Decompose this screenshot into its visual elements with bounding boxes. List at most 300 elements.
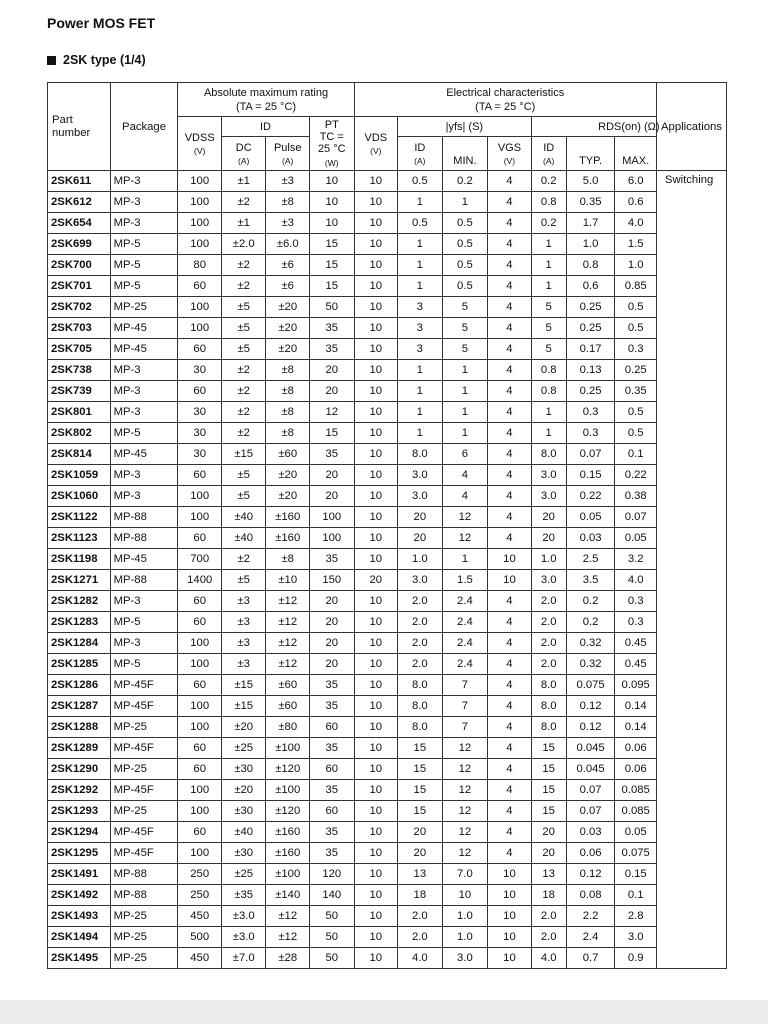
cell-part-number: 2SK1491 bbox=[48, 864, 111, 885]
cell-rds-max: 0.45 bbox=[615, 654, 656, 675]
table-row bbox=[48, 213, 727, 234]
cell-rds-id: 2.0 bbox=[531, 927, 566, 948]
cell-yfs-min: 0.5 bbox=[442, 276, 488, 297]
cell-rds-max: 0.5 bbox=[615, 402, 656, 423]
cell-yfs-id: 8.0 bbox=[398, 675, 443, 696]
cell-rds-id: 4.0 bbox=[531, 948, 566, 969]
cell-id-pulse: ±12 bbox=[266, 927, 309, 948]
cell-rds-typ: 0.2 bbox=[566, 591, 615, 612]
cell-vdss: 100 bbox=[178, 696, 221, 717]
header-electrical bbox=[354, 83, 656, 117]
cell-rds-max: 0.085 bbox=[615, 780, 656, 801]
cell-rds-typ: 1.0 bbox=[566, 234, 615, 255]
cell-vds: 10 bbox=[354, 528, 397, 549]
header-vgs bbox=[488, 137, 531, 171]
cell-vds: 10 bbox=[354, 633, 397, 654]
cell-yfs-id: 0.5 bbox=[398, 171, 443, 192]
cell-yfs-id: 1 bbox=[398, 381, 443, 402]
cell-pt: 10 bbox=[309, 192, 354, 213]
header-vds bbox=[354, 117, 397, 171]
cell-vds: 10 bbox=[354, 213, 397, 234]
cell-rds-id: 0.2 bbox=[531, 171, 566, 192]
cell-vds: 10 bbox=[354, 318, 397, 339]
cell-rds-id: 3.0 bbox=[531, 570, 566, 591]
cell-yfs-min: 12 bbox=[442, 738, 488, 759]
cell-id-pulse: ±120 bbox=[266, 759, 309, 780]
cell-rds-typ: 0.6 bbox=[566, 276, 615, 297]
cell-id-pulse: ±6 bbox=[266, 255, 309, 276]
cell-package: MP-45 bbox=[110, 444, 178, 465]
cell-package: MP-5 bbox=[110, 255, 178, 276]
cell-package: MP-3 bbox=[110, 402, 178, 423]
cell-vgs: 10 bbox=[488, 906, 531, 927]
cell-id-pulse: ±3 bbox=[266, 171, 309, 192]
header-max: MAX. bbox=[615, 137, 656, 171]
cell-rds-max: 0.14 bbox=[615, 696, 656, 717]
cell-id-dc: ±25 bbox=[221, 738, 266, 759]
header-id3-unit: (A) bbox=[543, 155, 555, 166]
cell-part-number: 2SK814 bbox=[48, 444, 111, 465]
cell-rds-max: 0.1 bbox=[615, 444, 656, 465]
page-title: Power MOS FET bbox=[47, 15, 156, 31]
header-typ: TYP. bbox=[566, 137, 615, 171]
cell-rds-id: 5 bbox=[531, 318, 566, 339]
cell-yfs-id: 1 bbox=[398, 360, 443, 381]
table-row bbox=[48, 948, 727, 969]
cell-pt: 20 bbox=[309, 486, 354, 507]
cell-id-dc: ±20 bbox=[221, 717, 266, 738]
cell-vgs: 4 bbox=[488, 528, 531, 549]
cell-vgs: 4 bbox=[488, 213, 531, 234]
cell-vgs: 4 bbox=[488, 171, 531, 192]
cell-yfs-id: 2.0 bbox=[398, 927, 443, 948]
cell-rds-id: 0.8 bbox=[531, 381, 566, 402]
cell-package: MP-45F bbox=[110, 738, 178, 759]
cell-vgs: 4 bbox=[488, 843, 531, 864]
cell-pt: 140 bbox=[309, 885, 354, 906]
cell-vgs: 4 bbox=[488, 654, 531, 675]
cell-yfs-id: 8.0 bbox=[398, 717, 443, 738]
cell-pt: 20 bbox=[309, 654, 354, 675]
cell-part-number: 2SK700 bbox=[48, 255, 111, 276]
table-row bbox=[48, 402, 727, 423]
cell-id-dc: ±40 bbox=[221, 507, 266, 528]
cell-id-pulse: ±8 bbox=[266, 549, 309, 570]
cell-rds-typ: 2.4 bbox=[566, 927, 615, 948]
cell-pt: 60 bbox=[309, 759, 354, 780]
cell-id-pulse: ±20 bbox=[266, 318, 309, 339]
cell-rds-max: 0.075 bbox=[615, 843, 656, 864]
cell-id-dc: ±5 bbox=[221, 465, 266, 486]
cell-id-pulse: ±140 bbox=[266, 885, 309, 906]
cell-vds: 10 bbox=[354, 486, 397, 507]
cell-vds: 10 bbox=[354, 297, 397, 318]
cell-vgs: 4 bbox=[488, 360, 531, 381]
cell-part-number: 2SK1283 bbox=[48, 612, 111, 633]
cell-rds-id: 20 bbox=[531, 843, 566, 864]
cell-id-dc: ±2 bbox=[221, 360, 266, 381]
cell-yfs-id: 3.0 bbox=[398, 486, 443, 507]
cell-id-pulse: ±8 bbox=[266, 192, 309, 213]
cell-id-pulse: ±20 bbox=[266, 297, 309, 318]
cell-id-pulse: ±160 bbox=[266, 528, 309, 549]
cell-package: MP-3 bbox=[110, 486, 178, 507]
cell-rds-max: 0.5 bbox=[615, 423, 656, 444]
cell-yfs-min: 2.4 bbox=[442, 612, 488, 633]
cell-rds-id: 2.0 bbox=[531, 654, 566, 675]
header-vds-unit: (V) bbox=[370, 145, 382, 156]
cell-id-pulse: ±80 bbox=[266, 717, 309, 738]
cell-vgs: 4 bbox=[488, 717, 531, 738]
cell-rds-id: 1 bbox=[531, 276, 566, 297]
cell-rds-typ: 0.13 bbox=[566, 360, 615, 381]
cell-yfs-min: 4 bbox=[442, 465, 488, 486]
header-dc-label: DC bbox=[235, 141, 252, 154]
cell-package: MP-25 bbox=[110, 717, 178, 738]
header-vdss bbox=[178, 117, 221, 171]
cell-part-number: 2SK612 bbox=[48, 192, 111, 213]
cell-id-dc: ±15 bbox=[221, 444, 266, 465]
cell-yfs-min: 5 bbox=[442, 297, 488, 318]
cell-yfs-id: 2.0 bbox=[398, 633, 443, 654]
cell-rds-typ: 0.32 bbox=[566, 654, 615, 675]
cell-id-dc: ±3.0 bbox=[221, 927, 266, 948]
cell-id-dc: ±30 bbox=[221, 843, 266, 864]
cell-rds-typ: 0.3 bbox=[566, 402, 615, 423]
cell-part-number: 2SK738 bbox=[48, 360, 111, 381]
cell-part-number: 2SK1493 bbox=[48, 906, 111, 927]
cell-yfs-id: 8.0 bbox=[398, 696, 443, 717]
cell-package: MP-45 bbox=[110, 549, 178, 570]
cell-id-pulse: ±28 bbox=[266, 948, 309, 969]
header-vgs-unit: (V) bbox=[503, 155, 516, 166]
cell-id-dc: ±2 bbox=[221, 381, 266, 402]
cell-pt: 15 bbox=[309, 234, 354, 255]
cell-yfs-min: 1 bbox=[442, 423, 488, 444]
cell-part-number: 2SK1285 bbox=[48, 654, 111, 675]
cell-vgs: 4 bbox=[488, 801, 531, 822]
cell-id-dc: ±2 bbox=[221, 402, 266, 423]
cell-package: MP-88 bbox=[110, 528, 178, 549]
cell-yfs-min: 0.5 bbox=[442, 213, 488, 234]
cell-rds-typ: 0.32 bbox=[566, 633, 615, 654]
table-row bbox=[48, 360, 727, 381]
cell-part-number: 2SK801 bbox=[48, 402, 111, 423]
cell-vds: 10 bbox=[354, 444, 397, 465]
cell-vgs: 4 bbox=[488, 486, 531, 507]
cell-id-pulse: ±160 bbox=[266, 843, 309, 864]
table-row bbox=[48, 570, 727, 591]
table-row bbox=[48, 591, 727, 612]
cell-yfs-id: 3.0 bbox=[398, 465, 443, 486]
cell-vds: 10 bbox=[354, 927, 397, 948]
cell-part-number: 2SK802 bbox=[48, 423, 111, 444]
header-pt bbox=[309, 117, 354, 171]
cell-rds-max: 0.095 bbox=[615, 675, 656, 696]
cell-yfs-min: 1 bbox=[442, 381, 488, 402]
cell-id-pulse: ±12 bbox=[266, 633, 309, 654]
cell-vdss: 100 bbox=[178, 171, 221, 192]
cell-pt: 60 bbox=[309, 801, 354, 822]
cell-vds: 10 bbox=[354, 864, 397, 885]
cell-rds-id: 2.0 bbox=[531, 612, 566, 633]
cell-yfs-id: 2.0 bbox=[398, 906, 443, 927]
cell-vdss: 100 bbox=[178, 234, 221, 255]
table-body bbox=[48, 171, 727, 969]
cell-id-pulse: ±3 bbox=[266, 213, 309, 234]
cell-rds-id: 2.0 bbox=[531, 633, 566, 654]
cell-yfs-min: 12 bbox=[442, 822, 488, 843]
header-tc-value: 25 °C bbox=[317, 142, 346, 155]
cell-package: MP-3 bbox=[110, 213, 178, 234]
cell-pt: 35 bbox=[309, 843, 354, 864]
cell-id-pulse: ±100 bbox=[266, 780, 309, 801]
cell-package: MP-45 bbox=[110, 339, 178, 360]
cell-id-pulse: ±6.0 bbox=[266, 234, 309, 255]
cell-rds-typ: 0.07 bbox=[566, 801, 615, 822]
cell-vds: 10 bbox=[354, 696, 397, 717]
cell-id-dc: ±40 bbox=[221, 822, 266, 843]
cell-vdss: 60 bbox=[178, 528, 221, 549]
cell-vdss: 30 bbox=[178, 360, 221, 381]
cell-id-dc: ±20 bbox=[221, 780, 266, 801]
table-row bbox=[48, 192, 727, 213]
cell-id-pulse: ±160 bbox=[266, 507, 309, 528]
cell-id-dc: ±25 bbox=[221, 864, 266, 885]
cell-package: MP-5 bbox=[110, 654, 178, 675]
cell-rds-typ: 0.12 bbox=[566, 717, 615, 738]
cell-vds: 10 bbox=[354, 423, 397, 444]
cell-package: MP-3 bbox=[110, 465, 178, 486]
cell-vgs: 4 bbox=[488, 591, 531, 612]
cell-vdss: 100 bbox=[178, 654, 221, 675]
cell-part-number: 2SK1290 bbox=[48, 759, 111, 780]
cell-yfs-id: 2.0 bbox=[398, 654, 443, 675]
cell-id-pulse: ±120 bbox=[266, 801, 309, 822]
cell-vdss: 30 bbox=[178, 402, 221, 423]
cell-rds-id: 15 bbox=[531, 780, 566, 801]
cell-yfs-min: 7 bbox=[442, 675, 488, 696]
cell-vds: 10 bbox=[354, 402, 397, 423]
cell-yfs-id: 1 bbox=[398, 255, 443, 276]
cell-yfs-min: 1 bbox=[442, 402, 488, 423]
cell-vds: 10 bbox=[354, 549, 397, 570]
cell-id-dc: ±40 bbox=[221, 528, 266, 549]
cell-rds-id: 20 bbox=[531, 822, 566, 843]
cell-yfs-id: 1 bbox=[398, 402, 443, 423]
cell-yfs-min: 10 bbox=[442, 885, 488, 906]
cell-vgs: 4 bbox=[488, 738, 531, 759]
cell-vdss: 60 bbox=[178, 465, 221, 486]
cell-rds-typ: 3.5 bbox=[566, 570, 615, 591]
cell-rds-typ: 0.03 bbox=[566, 822, 615, 843]
cell-pt: 20 bbox=[309, 633, 354, 654]
cell-rds-max: 0.15 bbox=[615, 864, 656, 885]
cell-id-dc: ±3 bbox=[221, 654, 266, 675]
cell-pt: 35 bbox=[309, 738, 354, 759]
cell-yfs-id: 1 bbox=[398, 234, 443, 255]
cell-rds-max: 1.0 bbox=[615, 255, 656, 276]
cell-id-pulse: ±8 bbox=[266, 423, 309, 444]
table-row bbox=[48, 906, 727, 927]
cell-part-number: 2SK1293 bbox=[48, 801, 111, 822]
cell-yfs-min: 4 bbox=[442, 486, 488, 507]
cell-vds: 10 bbox=[354, 885, 397, 906]
cell-vds: 10 bbox=[354, 276, 397, 297]
cell-vgs: 4 bbox=[488, 339, 531, 360]
cell-pt: 35 bbox=[309, 675, 354, 696]
cell-rds-max: 0.38 bbox=[615, 486, 656, 507]
cell-package: MP-3 bbox=[110, 171, 178, 192]
cell-pt: 50 bbox=[309, 927, 354, 948]
cell-vdss: 60 bbox=[178, 381, 221, 402]
cell-yfs-min: 2.4 bbox=[442, 654, 488, 675]
cell-vdss: 100 bbox=[178, 318, 221, 339]
cell-id-dc: ±5 bbox=[221, 297, 266, 318]
cell-id-dc: ±5 bbox=[221, 486, 266, 507]
cell-id-pulse: ±10 bbox=[266, 570, 309, 591]
cell-rds-max: 0.1 bbox=[615, 885, 656, 906]
cell-vds: 10 bbox=[354, 759, 397, 780]
cell-pt: 100 bbox=[309, 528, 354, 549]
cell-vdss: 700 bbox=[178, 549, 221, 570]
cell-package: MP-3 bbox=[110, 633, 178, 654]
cell-id-pulse: ±12 bbox=[266, 654, 309, 675]
cell-rds-id: 20 bbox=[531, 528, 566, 549]
cell-vdss: 450 bbox=[178, 906, 221, 927]
table-row bbox=[48, 675, 727, 696]
cell-rds-id: 20 bbox=[531, 507, 566, 528]
header-electrical-title: Electrical characteristics bbox=[446, 86, 565, 99]
cell-rds-id: 2.0 bbox=[531, 591, 566, 612]
cell-part-number: 2SK702 bbox=[48, 297, 111, 318]
cell-pt: 12 bbox=[309, 402, 354, 423]
header-pulse-unit: (A) bbox=[282, 155, 294, 166]
cell-vdss: 100 bbox=[178, 297, 221, 318]
cell-rds-max: 4.0 bbox=[615, 570, 656, 591]
cell-rds-max: 0.05 bbox=[615, 528, 656, 549]
cell-rds-typ: 0.03 bbox=[566, 528, 615, 549]
cell-yfs-id: 18 bbox=[398, 885, 443, 906]
cell-vgs: 4 bbox=[488, 318, 531, 339]
cell-rds-max: 0.3 bbox=[615, 612, 656, 633]
cell-id-pulse: ±8 bbox=[266, 360, 309, 381]
cell-pt: 20 bbox=[309, 465, 354, 486]
cell-pt: 50 bbox=[309, 297, 354, 318]
cell-rds-typ: 0.045 bbox=[566, 738, 615, 759]
cell-vdss: 500 bbox=[178, 927, 221, 948]
cell-package: MP-88 bbox=[110, 864, 178, 885]
cell-rds-id: 3.0 bbox=[531, 486, 566, 507]
header-abs-max bbox=[178, 83, 354, 117]
cell-package: MP-25 bbox=[110, 297, 178, 318]
cell-vdss: 100 bbox=[178, 633, 221, 654]
cell-id-pulse: ±6 bbox=[266, 276, 309, 297]
cell-pt: 35 bbox=[309, 318, 354, 339]
cell-pt: 10 bbox=[309, 171, 354, 192]
cell-rds-typ: 0.25 bbox=[566, 318, 615, 339]
cell-rds-typ: 0.25 bbox=[566, 381, 615, 402]
cell-package: MP-88 bbox=[110, 507, 178, 528]
cell-vds: 10 bbox=[354, 381, 397, 402]
header-abs-max-title: Absolute maximum rating bbox=[203, 86, 329, 99]
cell-part-number: 2SK1492 bbox=[48, 885, 111, 906]
cell-vds: 10 bbox=[354, 738, 397, 759]
table-row bbox=[48, 780, 727, 801]
cell-rds-max: 0.9 bbox=[615, 948, 656, 969]
cell-package: MP-25 bbox=[110, 927, 178, 948]
table-row bbox=[48, 696, 727, 717]
cell-id-dc: ±3 bbox=[221, 612, 266, 633]
cell-yfs-id: 1 bbox=[398, 192, 443, 213]
cell-pt: 35 bbox=[309, 780, 354, 801]
cell-rds-max: 1.5 bbox=[615, 234, 656, 255]
cell-vds: 10 bbox=[354, 360, 397, 381]
cell-package: MP-25 bbox=[110, 906, 178, 927]
header-id2-label: ID bbox=[414, 141, 426, 154]
cell-pt: 20 bbox=[309, 381, 354, 402]
cell-rds-max: 0.45 bbox=[615, 633, 656, 654]
cell-part-number: 2SK1271 bbox=[48, 570, 111, 591]
cell-vds: 20 bbox=[354, 570, 397, 591]
cell-vdss: 250 bbox=[178, 885, 221, 906]
cell-id-pulse: ±12 bbox=[266, 591, 309, 612]
header-tc-label: TC = bbox=[319, 130, 344, 143]
header-id2 bbox=[398, 137, 443, 171]
cell-rds-max: 0.06 bbox=[615, 759, 656, 780]
cell-vgs: 10 bbox=[488, 885, 531, 906]
cell-rds-max: 0.85 bbox=[615, 276, 656, 297]
cell-id-dc: ±3 bbox=[221, 591, 266, 612]
cell-rds-typ: 2.5 bbox=[566, 549, 615, 570]
cell-pt: 15 bbox=[309, 255, 354, 276]
cell-rds-max: 0.25 bbox=[615, 360, 656, 381]
cell-rds-id: 8.0 bbox=[531, 717, 566, 738]
cell-yfs-min: 1.5 bbox=[442, 570, 488, 591]
cell-yfs-min: 5 bbox=[442, 318, 488, 339]
table-row bbox=[48, 528, 727, 549]
header-pt-label: PT bbox=[324, 118, 339, 131]
cell-rds-id: 15 bbox=[531, 759, 566, 780]
header-abs-max-cond: (TA = 25 °C) bbox=[235, 100, 297, 113]
cell-yfs-min: 12 bbox=[442, 507, 488, 528]
cell-rds-max: 0.05 bbox=[615, 822, 656, 843]
table-row bbox=[48, 612, 727, 633]
cell-rds-max: 0.07 bbox=[615, 507, 656, 528]
cell-vgs: 4 bbox=[488, 255, 531, 276]
cell-rds-id: 1 bbox=[531, 402, 566, 423]
cell-rds-id: 1 bbox=[531, 234, 566, 255]
cell-vdss: 60 bbox=[178, 612, 221, 633]
cell-part-number: 2SK1495 bbox=[48, 948, 111, 969]
cell-vds: 10 bbox=[354, 339, 397, 360]
cell-rds-max: 0.22 bbox=[615, 465, 656, 486]
table-row bbox=[48, 801, 727, 822]
cell-pt: 20 bbox=[309, 360, 354, 381]
cell-rds-id: 13 bbox=[531, 864, 566, 885]
cell-yfs-id: 20 bbox=[398, 843, 443, 864]
header-electrical-cond: (TA = 25 °C) bbox=[475, 100, 536, 113]
cell-rds-typ: 0.07 bbox=[566, 444, 615, 465]
cell-vdss: 60 bbox=[178, 591, 221, 612]
cell-rds-max: 2.8 bbox=[615, 906, 656, 927]
cell-yfs-min: 1 bbox=[442, 192, 488, 213]
cell-vgs: 4 bbox=[488, 780, 531, 801]
cell-id-dc: ±5 bbox=[221, 339, 266, 360]
cell-pt: 35 bbox=[309, 549, 354, 570]
cell-vds: 10 bbox=[354, 843, 397, 864]
cell-yfs-min: 6 bbox=[442, 444, 488, 465]
